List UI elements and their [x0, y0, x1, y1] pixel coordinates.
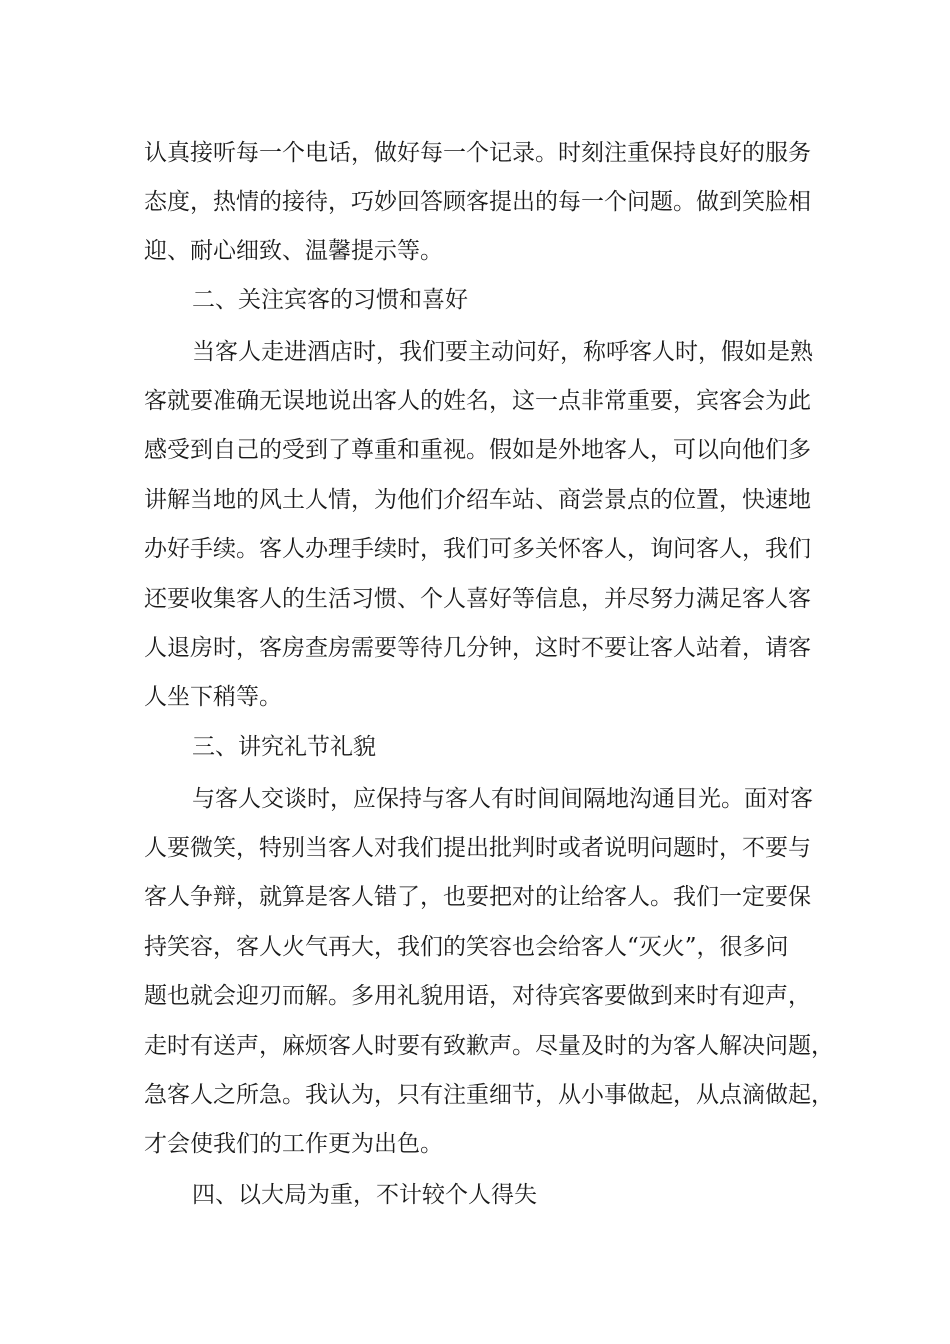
paragraph-line: 当客人走进酒店时，我们要主动问好，称呼客人时，假如是熟	[192, 339, 813, 365]
paragraph-line: 与客人交谈时，应保持与客人有时间间隔地沟通目光。面对客	[192, 786, 813, 812]
paragraph-line: 迎、耐心细致、温馨提示等。	[144, 238, 443, 264]
paragraph-line: 办好手续。客人办理手续时，我们可多关怀客人，询问客人，我们	[144, 536, 811, 562]
paragraph-line: 态度，热情的接待，巧妙回答顾客提出的每一个问题。做到笑脸相	[144, 189, 811, 215]
paragraph-line: 题也就会迎刃而解。多用礼貌用语，对待宾客要做到来时有迎声，	[144, 983, 811, 1009]
paragraph-line: 人要微笑，特别当客人对我们提出批判时或者说明问题时，不要与	[144, 835, 811, 861]
paragraph-line: 走时有送声，麻烦客人时要有致歉声。尽量及时的为客人解决问题，	[144, 1033, 834, 1059]
paragraph-line: 人坐下稍等。	[144, 684, 282, 710]
paragraph-line: 讲解当地的风土人情，为他们介绍车站、商尝景点的位置，快速地	[144, 487, 811, 513]
paragraph-line: 感受到自己的受到了尊重和重视。假如是外地客人，可以向他们多	[144, 437, 811, 463]
paragraph-line: 持笑容，客人火气再大，我们的笑容也会给客人“灭火”，很多问	[144, 934, 789, 960]
paragraph-line: 才会使我们的工作更为出色。	[144, 1131, 443, 1157]
paragraph-line: 人退房时，客房查房需要等待几分钟，这时不要让客人站着，请客	[144, 635, 811, 661]
section-heading-2: 二、关注宾客的习惯和喜好	[192, 287, 468, 313]
paragraph-line: 认真接听每一个电话，做好每一个记录。时刻注重保持良好的服务	[144, 140, 811, 166]
paragraph-line: 客人争辩，就算是客人错了，也要把对的让给客人。我们一定要保	[144, 884, 811, 910]
paragraph-line: 客就要准确无误地说出客人的姓名，这一点非常重要，宾客会为此	[144, 388, 811, 414]
section-heading-4: 四、以大局为重，不计较个人得失	[192, 1182, 537, 1208]
paragraph-line: 还要收集客人的生活习惯、个人喜好等信息，并尽努力满足客人客	[144, 586, 811, 612]
paragraph-line: 急客人之所急。我认为，只有注重细节，从小事做起，从点滴做起，	[144, 1082, 834, 1108]
section-heading-3: 三、讲究礼节礼貌	[192, 734, 376, 760]
